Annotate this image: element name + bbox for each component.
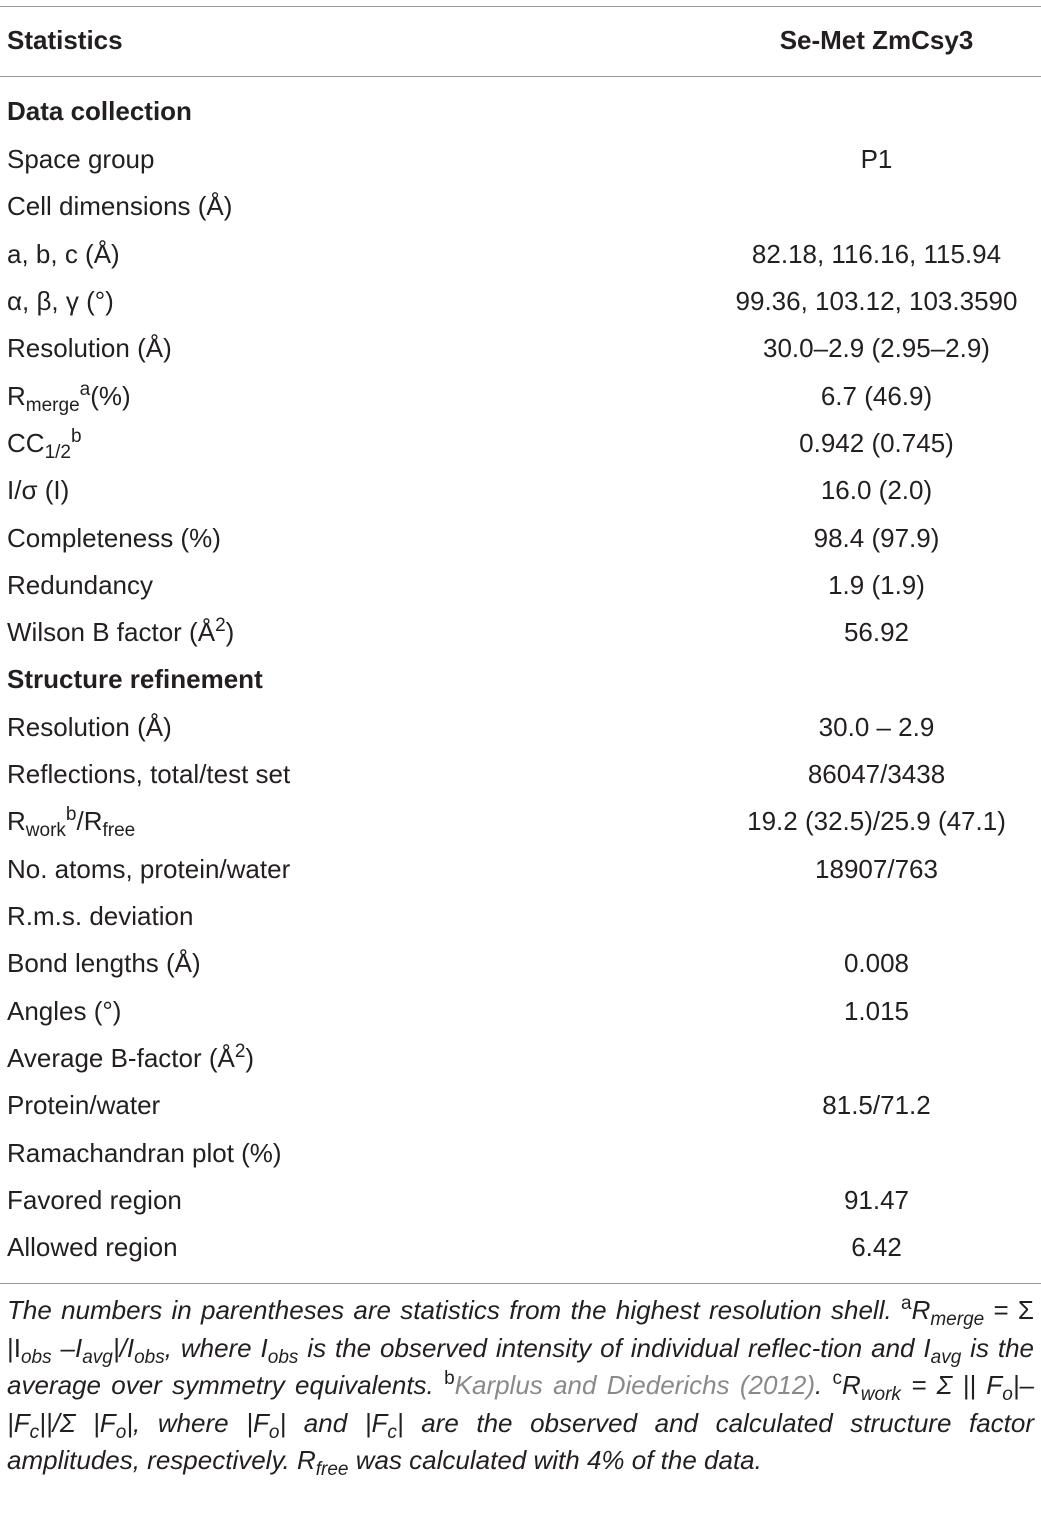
table-row — [0, 893, 1041, 940]
row-label: Protein/water — [7, 1090, 161, 1120]
fn-text: = Σ || F — [900, 1370, 1003, 1400]
citation-link[interactable]: Karplus and Diederichs (2012) — [454, 1370, 815, 1400]
fn-text: was calculated with 4% of the data. — [348, 1445, 762, 1475]
table-row — [0, 1177, 1041, 1224]
row-label: R.m.s. deviation — [7, 901, 194, 931]
section-title: Data collection — [7, 96, 192, 126]
table-row — [0, 183, 1041, 230]
table-row — [0, 609, 1041, 656]
fn-text: is the average over symmetry equivalents. — [7, 1332, 1034, 1400]
row-value: 18907/763 — [815, 854, 938, 884]
fn-sub: free — [315, 1459, 349, 1480]
footnote-mark: b — [65, 804, 77, 825]
fn-text: is the observed intensity of individual reflec-tion and I — [298, 1332, 931, 1363]
fn-text: |/I — [112, 1332, 135, 1363]
row-label: Reflections, total/test set — [7, 759, 291, 789]
footnote-b-mark: b — [444, 1368, 455, 1389]
header-statistics: Statistics — [7, 25, 123, 55]
table-row — [0, 988, 1041, 1035]
table-row — [0, 278, 1041, 325]
label-main: Average B-factor (Å — [7, 1043, 235, 1073]
label-sup: 2 — [234, 1041, 246, 1062]
table-row — [0, 373, 1041, 420]
table-row — [0, 515, 1041, 562]
label-sub: free — [102, 820, 136, 841]
header-rule — [0, 76, 1041, 77]
row-label — [7, 373, 131, 420]
row-label: Allowed region — [7, 1232, 178, 1262]
fn-sub: o — [1002, 1384, 1013, 1405]
row-label: Redundancy — [7, 570, 153, 600]
fn-sub: obs — [20, 1346, 52, 1368]
row-value: 56.92 — [843, 617, 910, 647]
row-label: Resolution (Å) — [7, 333, 172, 363]
row-value: 81.5/71.2 — [822, 1090, 931, 1120]
table-header — [0, 17, 1041, 64]
row-label: Bond lengths (Å) — [7, 948, 201, 978]
table-row — [0, 798, 1041, 845]
row-value: 1.015 — [843, 996, 910, 1026]
row-label — [7, 798, 135, 845]
footnote-intro: The numbers in parentheses are statistics from the highest resolution shell. — [7, 1295, 892, 1325]
fn-text: , where I — [164, 1332, 268, 1363]
row-value: 0.942 (0.745) — [799, 428, 954, 458]
section-data-collection — [0, 88, 1041, 135]
section-title: Structure refinement — [7, 664, 263, 694]
label-mid: /R — [76, 806, 103, 836]
row-label: Angles (°) — [7, 996, 122, 1026]
label-main: Wilson B factor (Å — [7, 617, 216, 647]
row-value: 98.4 (97.9) — [813, 523, 940, 553]
fn-sub: c — [387, 1421, 397, 1443]
row-value: 82.18, 116.16, 115.94 — [751, 239, 1002, 269]
row-label — [7, 420, 82, 467]
table-row — [0, 1130, 1041, 1177]
row-value: P1 — [860, 144, 893, 174]
label-tail: ) — [225, 617, 235, 647]
row-value: 91.47 — [843, 1185, 910, 1215]
label-main: R — [7, 381, 26, 411]
label-sub: work — [25, 820, 66, 841]
label-tail: (%) — [90, 381, 131, 411]
table-row — [0, 1224, 1041, 1271]
table-row — [0, 231, 1041, 278]
row-value: 6.7 (46.9) — [820, 381, 933, 411]
label-sub: 1/2 — [44, 442, 71, 463]
fn-sub: o — [115, 1421, 127, 1443]
table-row — [0, 1082, 1041, 1129]
fn-sub: merge — [930, 1309, 985, 1330]
label-main: R — [7, 806, 26, 836]
row-label: a, b, c (Å) — [7, 239, 120, 269]
table-row — [0, 420, 1041, 467]
table-row — [0, 1035, 1041, 1082]
footnote-a-mark: a — [900, 1293, 912, 1314]
label-sup: 2 — [215, 615, 226, 636]
label-tail: ) — [245, 1043, 255, 1073]
table-row — [0, 940, 1041, 987]
section-structure-refinement — [0, 656, 1041, 703]
row-label: No. atoms, protein/water — [7, 854, 291, 884]
fn-text: = Σ |I — [7, 1295, 1035, 1363]
row-value: 19.2 (32.5)/25.9 (47.1) — [747, 806, 1006, 836]
row-label: Completeness (%) — [7, 523, 221, 553]
table-row — [0, 136, 1041, 183]
row-value: 86047/3438 — [807, 759, 946, 789]
label-main: CC — [7, 428, 45, 458]
table-row — [0, 751, 1041, 798]
footnote-c-mark: c — [832, 1368, 843, 1389]
fn-text: |, where |F — [126, 1407, 269, 1438]
row-label: Space group — [7, 144, 155, 174]
fn-text: ||/Σ |F — [39, 1407, 116, 1438]
fn-sub: obs — [134, 1346, 165, 1368]
fn-sub: avg — [82, 1346, 113, 1368]
row-value: 6.42 — [851, 1232, 902, 1262]
table-footnote — [7, 1292, 1034, 1480]
table-row — [0, 467, 1041, 514]
fn-text: |– |F — [7, 1370, 1034, 1438]
row-value: 30.0–2.9 (2.95–2.9) — [763, 333, 990, 363]
row-value: 16.0 (2.0) — [820, 475, 933, 505]
row-value: 99.36, 103.12, 103.3590 — [735, 286, 1018, 316]
fn-text: R — [911, 1295, 931, 1325]
row-label: I/σ (I) — [7, 475, 70, 505]
table-row — [0, 704, 1041, 751]
row-label — [7, 1035, 254, 1082]
table-row — [0, 325, 1041, 372]
fn-sub: avg — [930, 1346, 962, 1368]
row-label — [7, 609, 234, 656]
row-label: α, β, γ (°) — [7, 286, 114, 316]
fn-text: | and |F — [279, 1407, 388, 1438]
fn-text: . — [815, 1370, 833, 1400]
fn-sub: obs — [267, 1346, 299, 1368]
fn-sub: c — [29, 1421, 40, 1443]
row-label: Cell dimensions (Å) — [7, 191, 233, 221]
row-label: Resolution (Å) — [7, 712, 172, 742]
table-row — [0, 846, 1041, 893]
footnote-mark: a — [79, 379, 91, 400]
bottom-rule — [0, 1283, 1041, 1284]
fn-text: R — [842, 1370, 861, 1400]
header-se-met-zmcsy3: Se-Met ZmCsy3 — [779, 25, 974, 55]
footnote-mark: b — [70, 426, 82, 447]
row-value: 1.9 (1.9) — [828, 570, 925, 600]
row-label: Favored region — [7, 1185, 182, 1215]
top-rule — [0, 6, 1041, 7]
row-value: 30.0 – 2.9 — [818, 712, 935, 742]
fn-text: | are the observed and calculated structure factor amplitudes, respectively. R — [7, 1407, 1035, 1475]
fn-sub: work — [860, 1384, 901, 1405]
row-value: 0.008 — [843, 948, 910, 978]
fn-text: –I — [51, 1332, 83, 1363]
row-label: Ramachandran plot (%) — [7, 1138, 282, 1168]
fn-sub: o — [268, 1421, 280, 1443]
table-row — [0, 562, 1041, 609]
label-sub: merge — [25, 395, 80, 416]
